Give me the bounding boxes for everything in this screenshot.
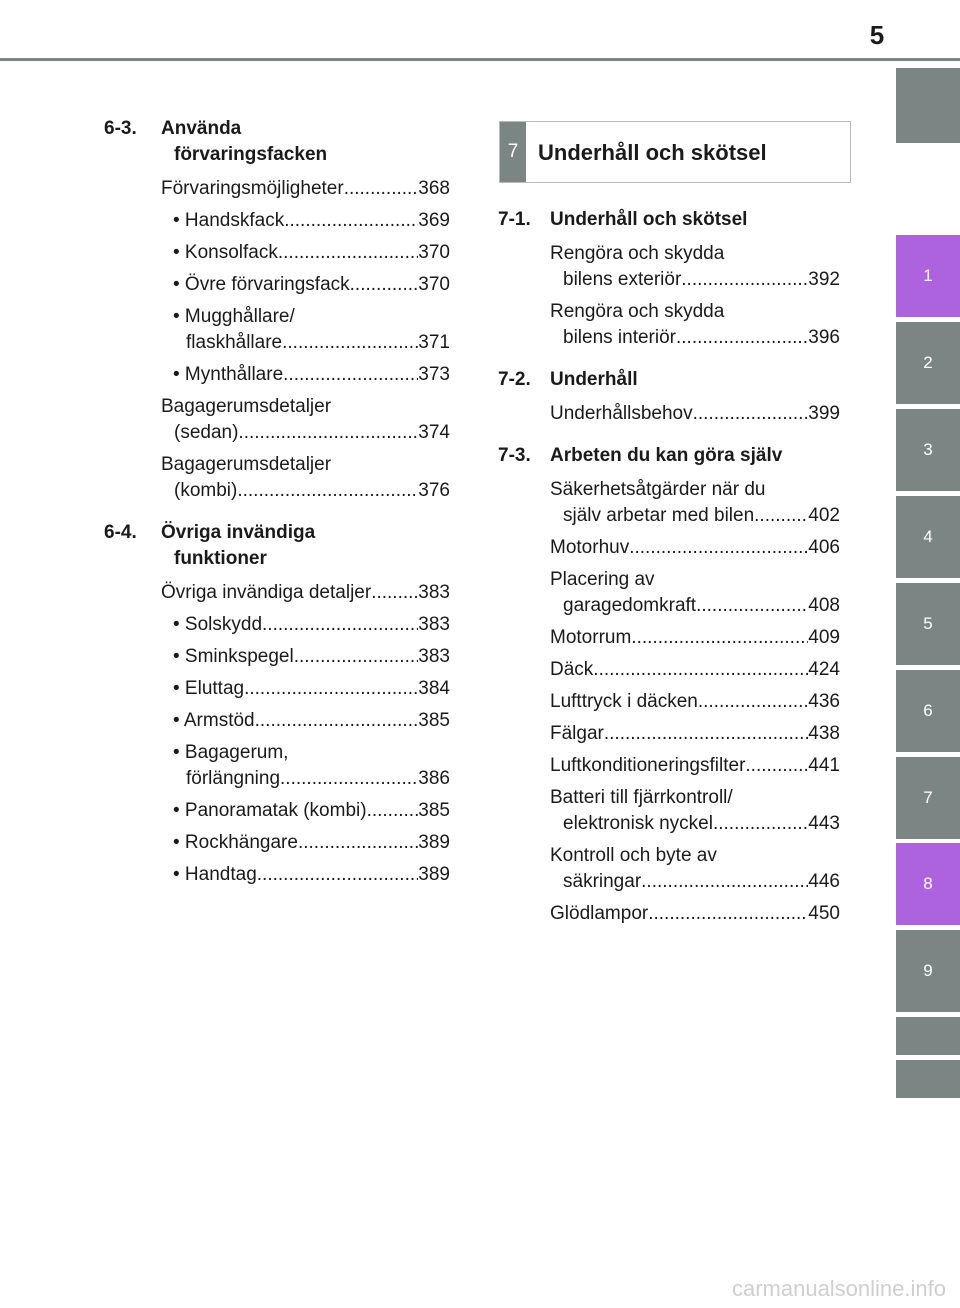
toc-entry-line <box>161 396 450 418</box>
toc-entry-label: Placering av <box>550 569 655 590</box>
toc-entry-label: • Eluttag <box>173 678 245 699</box>
toc-page-number[interactable]: 384 <box>418 678 450 699</box>
toc-page-number[interactable]: 409 <box>808 627 840 648</box>
toc-page-number[interactable]: 406 <box>808 537 840 558</box>
toc-entry-line[interactable] <box>186 768 450 790</box>
toc-entry-line[interactable] <box>563 505 840 527</box>
dot-leader <box>244 678 418 700</box>
dot-leader <box>284 210 418 232</box>
toc-entry-line <box>550 787 840 809</box>
dot-leader <box>604 723 808 745</box>
toc-page-number[interactable]: 392 <box>808 269 840 290</box>
toc-page-number[interactable]: 368 <box>418 178 450 199</box>
toc-entry-label: Bagagerumsdetaljer <box>161 454 332 475</box>
toc-page-number[interactable]: 399 <box>808 403 840 424</box>
toc-entry-line[interactable] <box>550 723 840 745</box>
toc-entry-label: • Armstöd <box>173 710 255 731</box>
chapter-number: 7 <box>500 122 526 182</box>
toc-entry-label: • Handtag <box>173 864 257 885</box>
dot-leader <box>262 614 418 636</box>
dot-leader <box>371 582 418 604</box>
toc-entry-label: • Mugghållare/ <box>173 306 295 327</box>
toc-entry-label: Batteri till fjärrkontroll/ <box>550 787 733 808</box>
toc-entry-label: Rengöra och skydda <box>550 243 725 264</box>
toc-page-number[interactable]: 385 <box>418 800 450 821</box>
toc-entry-line[interactable] <box>161 178 450 200</box>
dot-leader <box>693 403 809 425</box>
toc-entry-line[interactable] <box>173 832 450 854</box>
dot-leader <box>696 595 808 617</box>
dot-leader <box>238 422 418 444</box>
toc-entry-label: Underhållsbehov <box>550 403 693 424</box>
toc-page-number[interactable]: 441 <box>808 755 840 776</box>
toc-entry-label: Motorrum <box>550 627 632 648</box>
toc-entry-line <box>161 454 450 476</box>
toc-entry-line[interactable] <box>550 627 840 649</box>
toc-entry-label: förlängning <box>186 768 281 789</box>
section-title: förvaringsfacken <box>174 144 328 165</box>
dot-leader <box>641 871 808 893</box>
toc-entry-line[interactable] <box>173 274 450 296</box>
dot-leader <box>713 813 808 835</box>
dot-leader <box>298 832 418 854</box>
toc-entry-line[interactable] <box>550 691 840 713</box>
toc-page-number[interactable]: 383 <box>418 646 450 667</box>
toc-entry-line[interactable] <box>173 242 450 264</box>
toc-page-number[interactable]: 389 <box>418 832 450 853</box>
toc-entry-line[interactable] <box>550 903 840 925</box>
toc-entry-line[interactable] <box>550 403 840 425</box>
toc-entry-line[interactable] <box>550 659 840 681</box>
dot-leader <box>350 274 419 296</box>
toc-entry-line[interactable] <box>174 480 450 502</box>
toc-entry-label: • Panoramatak (kombi) <box>173 800 367 821</box>
toc-entry-line[interactable] <box>173 364 450 386</box>
dot-leader <box>629 537 808 559</box>
toc-page-number[interactable]: 371 <box>418 332 450 353</box>
toc-entry-line[interactable] <box>173 678 450 700</box>
toc-page-number[interactable]: 389 <box>418 864 450 885</box>
toc-entry-line[interactable] <box>173 646 450 668</box>
section-number: 7-2. <box>498 369 531 390</box>
toc-entry-line[interactable] <box>173 864 450 886</box>
toc-entry-line[interactable] <box>186 332 450 354</box>
toc-entry-line[interactable] <box>173 800 450 822</box>
toc-entry-label: • Rockhängare <box>173 832 298 853</box>
dot-leader <box>754 505 808 527</box>
dot-leader <box>255 710 419 732</box>
toc-entry-line <box>550 301 840 323</box>
watermark: carmanualsonline.info <box>731 1276 946 1301</box>
toc-page-number[interactable]: 408 <box>808 595 840 616</box>
toc-page-number[interactable]: 385 <box>418 710 450 731</box>
chapter-tab-blank[interactable] <box>896 1017 960 1055</box>
toc-page-number[interactable]: 369 <box>418 210 450 231</box>
section-number: 6-4. <box>104 522 137 543</box>
header-rule <box>0 58 960 61</box>
chapter-title: Underhåll och skötsel <box>538 140 767 165</box>
toc-entry-label: Övriga invändiga detaljer <box>161 582 372 603</box>
dot-leader <box>681 269 808 291</box>
chapter-tab-3[interactable]: 3 <box>896 409 960 491</box>
section-title: Underhåll <box>550 369 638 390</box>
chapter-tab-6[interactable]: 6 <box>896 670 960 752</box>
toc-entry-line[interactable] <box>174 422 450 444</box>
page-number: 5 <box>869 20 885 50</box>
toc-page-number[interactable]: 373 <box>418 364 450 385</box>
toc-entry-label: Lufttryck i däcken <box>550 691 698 712</box>
toc-entry-label: flaskhållare <box>186 332 283 353</box>
toc-entry-label: Bagagerumsdetaljer <box>161 396 332 417</box>
toc-entry-line[interactable] <box>563 813 840 835</box>
toc-entry-line[interactable] <box>550 755 840 777</box>
section-title: funktioner <box>174 548 267 569</box>
toc-page-number[interactable]: 443 <box>808 813 840 834</box>
toc-entry-label: elektronisk nyckel <box>563 813 713 834</box>
toc-entry-label: • Solskydd <box>173 614 263 635</box>
toc-entry-label: Fälgar <box>550 723 604 744</box>
toc-entry-line <box>550 479 840 501</box>
dot-leader <box>631 627 808 649</box>
toc-page-number[interactable]: 370 <box>418 274 450 295</box>
toc-entry-line <box>173 306 450 328</box>
toc-page-number[interactable]: 370 <box>418 242 450 263</box>
chapter-tab-7[interactable]: 7 <box>896 757 960 839</box>
toc-page-number[interactable]: 450 <box>808 903 840 924</box>
toc-entry-label: bilens interiör <box>563 327 676 348</box>
toc-entry-line <box>550 569 840 591</box>
toc-entry-line[interactable] <box>161 582 450 604</box>
toc-entry-label: Kontroll och byte av <box>550 845 717 866</box>
section-title: Arbeten du kan göra själv <box>550 445 783 466</box>
toc-entry-line <box>550 845 840 867</box>
dot-leader <box>280 768 418 790</box>
dot-leader <box>294 646 419 668</box>
chapter-tab-8[interactable]: 8 <box>896 843 960 925</box>
toc-entry-label: Säkerhetsåtgärder när du <box>550 479 766 500</box>
toc-entry-line <box>550 243 840 265</box>
toc-entry-line <box>173 742 450 764</box>
dot-leader <box>593 659 808 681</box>
toc-entry-label: • Handskfack <box>173 210 285 231</box>
toc-page-number[interactable]: 438 <box>808 723 840 744</box>
toc-entry-line[interactable] <box>563 269 840 291</box>
toc-entry-label: • Sminkspegel <box>173 646 294 667</box>
section-title: Övriga invändiga <box>161 522 316 543</box>
chapter-tab-blank[interactable] <box>896 68 960 143</box>
toc-page-number[interactable]: 383 <box>418 582 450 603</box>
toc-entry-line[interactable] <box>563 871 840 893</box>
toc-page-number[interactable]: 436 <box>808 691 840 712</box>
dot-leader <box>257 864 419 886</box>
toc-entry-label: • Bagagerum, <box>173 742 289 763</box>
toc-entry-label: Rengöra och skydda <box>550 301 725 322</box>
toc-entry-label: Motorhuv <box>550 537 630 558</box>
dot-leader <box>367 800 419 822</box>
toc-entry-label: bilens exteriör <box>563 269 682 290</box>
toc-entry-line[interactable] <box>563 327 840 349</box>
toc-entry-line[interactable] <box>173 210 450 232</box>
toc-entry-label: • Mynthållare <box>173 364 284 385</box>
toc-page-number[interactable]: 396 <box>808 327 840 348</box>
section-number: 7-1. <box>498 209 531 230</box>
chapter-tab-1[interactable]: 1 <box>896 235 960 317</box>
toc-entry-label: • Övre förvaringsfack <box>173 274 350 295</box>
section-title: Underhåll och skötsel <box>550 209 748 230</box>
section-title: Använda <box>161 118 242 139</box>
chapter-tab-blank[interactable] <box>896 1060 960 1098</box>
section-number: 6-3. <box>104 118 137 139</box>
toc-entry-line[interactable] <box>550 537 840 559</box>
dot-leader <box>344 178 419 200</box>
toc-page-number[interactable]: 376 <box>418 480 450 501</box>
dot-leader <box>237 480 418 502</box>
toc-entry-label: Däck <box>550 659 594 680</box>
toc-entry-label: säkringar <box>563 871 642 892</box>
chapter-tab-2[interactable]: 2 <box>896 322 960 404</box>
toc-entry-label: Förvaringsmöjligheter <box>161 178 344 199</box>
dot-leader <box>283 364 418 386</box>
toc-entry-label: själv arbetar med bilen <box>563 505 755 526</box>
chapter-tab-9[interactable]: 9 <box>896 930 960 1012</box>
toc-entry-label: garagedomkraft <box>563 595 697 616</box>
toc-page-number[interactable]: 402 <box>808 505 840 526</box>
chapter-tab-5[interactable]: 5 <box>896 583 960 665</box>
toc-entry-line[interactable] <box>563 595 840 617</box>
toc-page-number[interactable]: 374 <box>418 422 450 443</box>
dot-leader <box>676 327 808 349</box>
toc-entry-label: Glödlampor <box>550 903 649 924</box>
toc-page-number[interactable]: 386 <box>418 768 450 789</box>
toc-entry-label: (sedan) <box>174 422 239 443</box>
section-number: 7-3. <box>498 445 531 466</box>
dot-leader <box>648 903 808 925</box>
toc-entry-label: Luftkonditioneringsfilter <box>550 755 746 776</box>
toc-page-number[interactable]: 383 <box>418 614 450 635</box>
toc-entry-line[interactable] <box>173 710 450 732</box>
dot-leader <box>698 691 808 713</box>
chapter-header <box>499 121 851 183</box>
toc-entry-line[interactable] <box>173 614 450 636</box>
dot-leader <box>278 242 418 264</box>
toc-entry-label: • Konsolfack <box>173 242 278 263</box>
dot-leader <box>745 755 808 777</box>
chapter-tab-4[interactable]: 4 <box>896 496 960 578</box>
toc-entry-label: (kombi) <box>174 480 238 501</box>
dot-leader <box>282 332 418 354</box>
toc-page-number[interactable]: 424 <box>808 659 840 680</box>
toc-page-number[interactable]: 446 <box>808 871 840 892</box>
